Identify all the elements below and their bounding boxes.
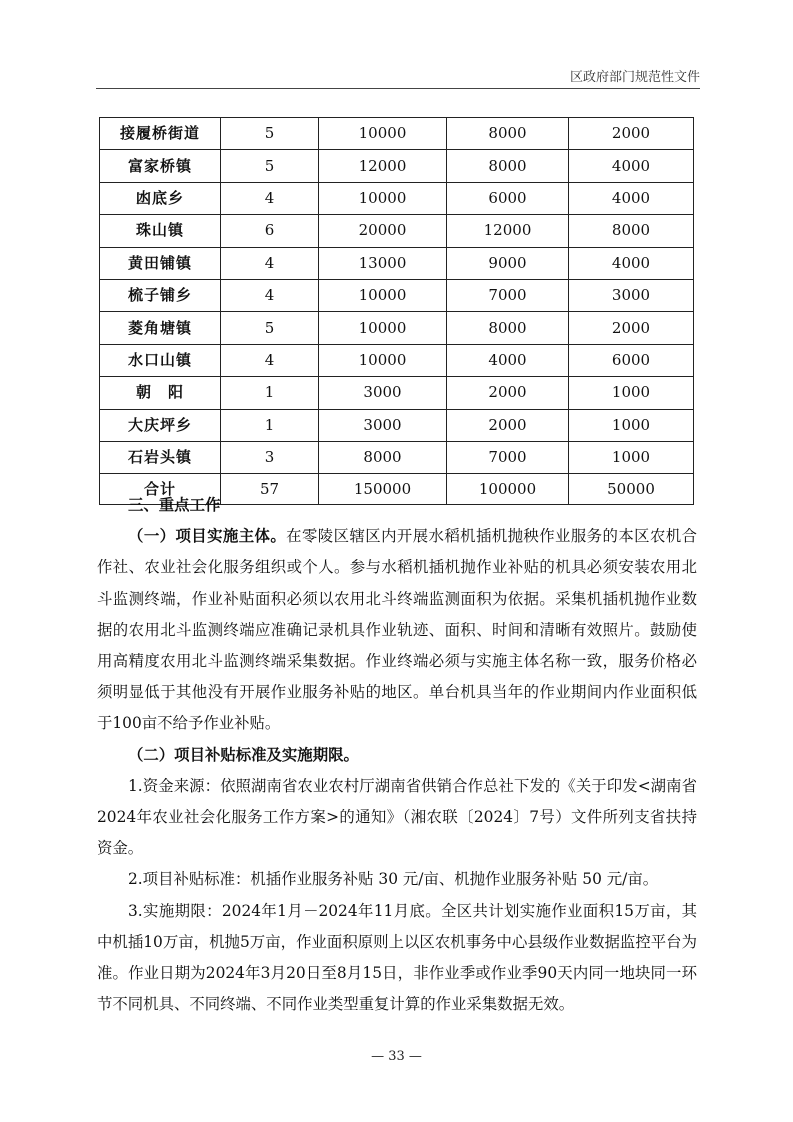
table-cell-value: 2000 [569, 118, 694, 150]
table-cell-value: 6000 [447, 182, 569, 214]
table-cell-value: 4000 [569, 182, 694, 214]
table-row [100, 150, 694, 182]
table-cell-value: 6000 [569, 344, 694, 376]
table-cell-value: 2000 [447, 377, 569, 409]
table-cell-value: 3000 [319, 377, 447, 409]
table-cell-value: 8000 [447, 118, 569, 150]
table-cell-township: 合计 [100, 474, 221, 505]
table-cell-township: 朝 阳 [100, 377, 221, 409]
table-cell-value: 4000 [447, 344, 569, 376]
table-cell-value: 7000 [447, 441, 569, 473]
table-cell-value: 50000 [569, 474, 694, 505]
table-cell-value: 2000 [447, 409, 569, 441]
table-cell-value: 8000 [447, 150, 569, 182]
header-rule [96, 88, 700, 89]
table-cell-value: 10000 [319, 344, 447, 376]
table-row [100, 377, 694, 409]
table-row [100, 409, 694, 441]
table-row [100, 312, 694, 344]
table-cell-value: 1000 [569, 377, 694, 409]
table-cell-value: 4 [221, 279, 319, 311]
table-row [100, 344, 694, 376]
table-cell-value: 8000 [447, 312, 569, 344]
table-cell-value: 13000 [319, 247, 447, 279]
table-cell-value: 8000 [319, 441, 447, 473]
table-cell-value: 3000 [319, 409, 447, 441]
table-body [100, 118, 694, 505]
table-row [100, 182, 694, 214]
table-cell-township: 梳子铺乡 [100, 279, 221, 311]
document-header [96, 66, 700, 90]
table-cell-value: 4 [221, 344, 319, 376]
paragraph-subsidy-standard: 2.项目补贴标准：机插作业服务补贴 30 元/亩、机抛作业服务补贴 50 元/亩。 [128, 870, 659, 889]
table-cell-value: 100000 [447, 474, 569, 505]
table-cell-value: 4 [221, 182, 319, 214]
table-cell-value: 4000 [569, 150, 694, 182]
page-number: — 33 — [371, 1049, 422, 1064]
table-cell-value: 12000 [319, 150, 447, 182]
table-cell-value: 1000 [569, 409, 694, 441]
table-cell-township: 富家桥镇 [100, 150, 221, 182]
paragraph-body: 在零陵区辖区内开展水稻机插机抛秧作业服务的本区农机合作社、农业社会化服务组织或个人。参与水稻机插机抛作业补贴的机具必须安装农用北斗监测终端，作业补贴面积必须以农用北斗终端监测面积为依据。采集机插机抛作业数据的农用北斗监测终端应准确记录机具作业轨迹、面积、时间和清晰有效照片。鼓励使用高精度农用北斗监测终端采集数据。作业终端必须与实施主体名称一致，服务价格必须明显低于其他没有开展作业服务补贴的地区。单台机具当年的作业期间内作业面积低于100亩不给予作业补贴。 [97, 527, 697, 733]
table-cell-value: 9000 [447, 247, 569, 279]
table-cell-value: 20000 [319, 215, 447, 247]
table-cell-value: 3 [221, 441, 319, 473]
table-cell-value: 5 [221, 118, 319, 150]
table-cell-value: 57 [221, 474, 319, 505]
paragraph-implementation-period: 3.实施期限：2024年1月－2024年11月底。全区共计划实施作业面积15万亩，其中机插10万亩，机抛5万亩，作业面积原则上以区农机事务中心县级作业数据监控平台为准。作业日期为2024年3月20日至8月15日，非作业季或作业季90天内同一地块同一环节不同机具、不同终端、不同作业类型重复计算的作业采集数据无效。 [97, 901, 697, 1014]
paragraph-funding-source: 1.资金来源：依照湖南省农业农村厅湖南省供销合作总社下发的《关于印发<湖南省2024年农业社会化服务工作方案>的通知》（湘农联〔2024〕7号）文件所列支省扶持资金。 [97, 776, 697, 858]
table-row [100, 441, 694, 473]
table-row [100, 279, 694, 311]
table-cell-value: 150000 [319, 474, 447, 505]
table-row [100, 215, 694, 247]
table-cell-value: 12000 [447, 215, 569, 247]
document-body [97, 490, 697, 1020]
table-cell-value: 10000 [319, 312, 447, 344]
table-cell-township: 大庆坪乡 [100, 409, 221, 441]
table-cell-township: 黄田铺镇 [100, 247, 221, 279]
header-title: 区政府部门规范性文件 [569, 70, 700, 85]
subsidy-allocation-table [99, 117, 694, 505]
table-cell-value: 8000 [569, 215, 694, 247]
table-cell-value: 10000 [319, 182, 447, 214]
table-cell-township: 菱角塘镇 [100, 312, 221, 344]
table-cell-value: 5 [221, 150, 319, 182]
table-cell-value: 5 [221, 312, 319, 344]
table-cell-value: 3000 [569, 279, 694, 311]
paragraph-lead: （一）项目实施主体。 [128, 527, 287, 546]
table-cell-value: 2000 [569, 312, 694, 344]
table-cell-value: 1000 [569, 441, 694, 473]
table-cell-value: 6 [221, 215, 319, 247]
paragraph-implementing-entity [97, 521, 697, 739]
table-cell-township: 珠山镇 [100, 215, 221, 247]
table-cell-value: 7000 [447, 279, 569, 311]
table-row [100, 247, 694, 279]
table-cell-value: 10000 [319, 279, 447, 311]
table-cell-value: 1 [221, 409, 319, 441]
table-cell-township: 水口山镇 [100, 344, 221, 376]
table-cell-value: 1 [221, 377, 319, 409]
subsection-heading: （二）项目补贴标准及实施期限。 [128, 745, 359, 764]
table-cell-value: 4000 [569, 247, 694, 279]
table-row [100, 118, 694, 150]
table-cell-township: 凼底乡 [100, 182, 221, 214]
table-cell-township: 接履桥街道 [100, 118, 221, 150]
section-heading: 三、重点工作 [128, 496, 221, 514]
table-cell-township: 石岩头镇 [100, 441, 221, 473]
table-cell-value: 4 [221, 247, 319, 279]
table-cell-value: 10000 [319, 118, 447, 150]
